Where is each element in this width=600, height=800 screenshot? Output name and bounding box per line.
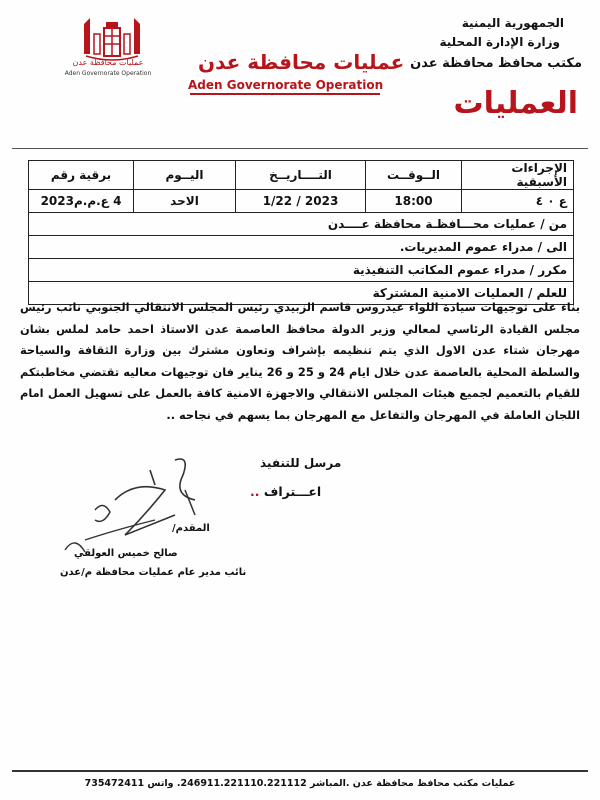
date-value: 2023 / 1/22 [236,190,366,213]
footer-separator [12,770,588,772]
officer-name: صالح خميس العولقي [74,548,178,559]
ministry-label: وزارة الإدارة المحلية [439,35,560,49]
header-separator [12,148,588,149]
acknowledgement-dots: .. [250,484,260,499]
from-row [29,213,574,236]
to-row [29,236,574,259]
letterhead-right [392,14,582,73]
info-field: للعلم / العمليات الامنية المشتركة [29,282,574,305]
cc-row [29,259,574,282]
acknowledgement-label [250,484,321,499]
office-label: مكتب محافظ محافظة عدن [410,56,582,71]
to-field: الى / مدراء عموم المديريات. [29,236,574,259]
info-header-row [29,161,574,190]
send-for-execution-label: مرسل للتنفيذ [260,456,342,470]
brand-name-ar: عمليات محافظة عدن [198,50,405,74]
procedures-value: ع ٠ ٤ [462,190,574,213]
time-value: 18:00 [366,190,462,213]
officer-title: نائب مدير عام عمليات محافظة م/عدن [60,567,247,578]
telegram-number-header: برقية رقم [29,161,134,190]
brand-divider [190,93,380,95]
day-header: اليــوم [134,161,236,190]
telegram-number-value: 4 ع.م.م2023 [29,190,134,213]
footer-contact: عمليات مكتب محافظ محافظة عدن .المباشر 246911.221110.221112. واتس 735472411 [84,778,516,789]
from-field: من / عمليات محـــافظـة محافظة عــــدن [29,213,574,236]
cc-field: مكرر / مدراء عموم المكاتب التنفيذية [29,259,574,282]
officer-rank-label: المقدم/ [172,523,210,534]
telegram-info-table [28,160,574,305]
logo-caption-en: Aden Governorate Operation [64,70,152,77]
operations-title: العمليات [453,86,578,121]
acknowledgement-text: اعـــتراف [263,484,322,499]
brand-name-en: Aden Governorate Operation [188,78,384,92]
republic-label: الجمهورية اليمنية [461,16,564,30]
telegram-body: بناء على توجيهات سيادة اللواء عيدروس قاسم الزبيدي رئيس المجلس الانتقالي الجنوبي نائب رئيس مجلس القيادة الرئاسي لمعالي وزير الدولة محافظ العاصمة عدن الاستاذ احمد حامد لملس بشان مهرجان شتاء عدن الاول الذي يتم تنظيمه بإشراف وتعاون مشترك بين وزارة الثقافة والسياحة والسلطة المحلية بالعاصمة عدن خلال ايام 24 و 25 و 26 يناير فان توجيهات معاليه تقتضي مخاطبتكم للقيام بالتعميم لجميع هيئات المجلس الانتقالي والاجهزة الامنية كافة بالعمل على تسهيل العمل امام اللجان العاملة في المهرجان والتفاعل مع المهرجان بما يسهم في نجاحه .. [20,300,580,422]
time-header: الــوقــت [366,161,462,190]
procedures-header: الإجراءات الأسبقية [462,161,574,190]
logo-caption-ar: عمليات محافظة عدن [72,58,144,67]
date-header: التــــاريــخ [236,161,366,190]
day-value: الاحد [134,190,236,213]
info-values-row [29,190,574,213]
